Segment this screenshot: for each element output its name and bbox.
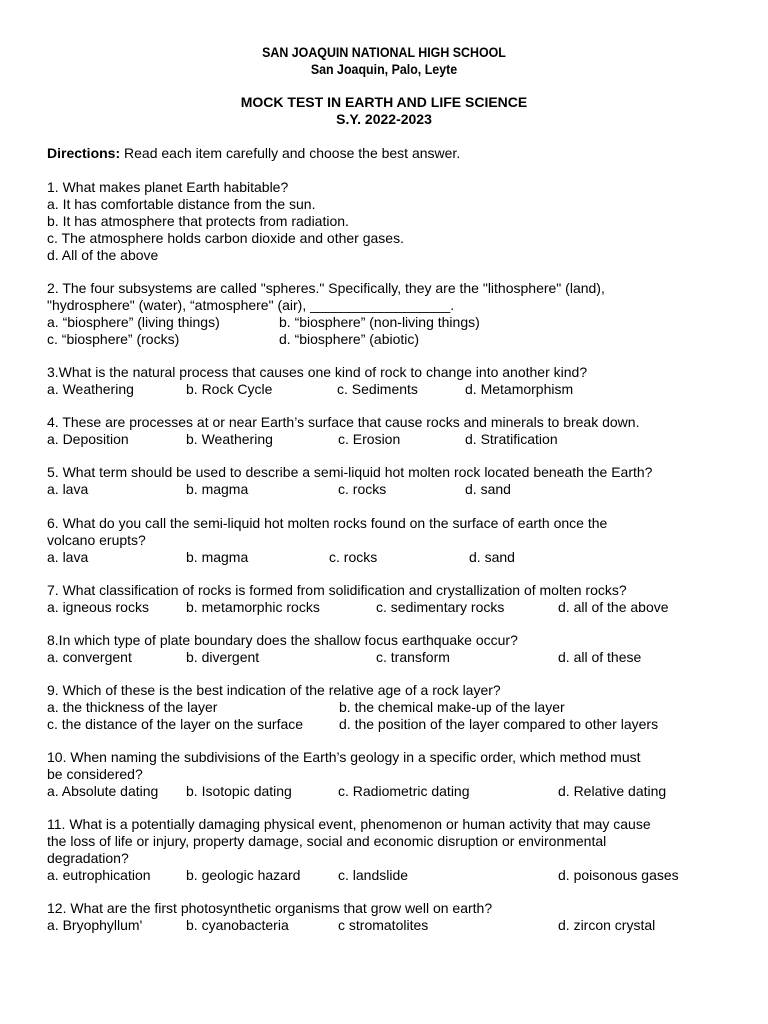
question-stem: 6. What do you call the semi-liquid hot molten rocks found on the surface of earth once the (47, 515, 608, 531)
choice-a: a. convergent (47, 649, 132, 665)
choice-a: a. Deposition (47, 431, 129, 447)
question-8 (47, 632, 727, 666)
question-stem: 3.What is the natural process that causes one kind of rock to change into another kind? (47, 364, 588, 380)
choice-a: a. eutrophication (47, 867, 151, 883)
choice-a: a. the thickness of the layer (47, 699, 218, 715)
choice-d: d. “biosphere” (abiotic) (279, 331, 420, 347)
question-stem: 4. These are processes at or near Earth’s surface that cause rocks and minerals to break down. (47, 414, 640, 430)
test-title: MOCK TEST IN EARTH AND LIFE SCIENCE (240, 94, 528, 110)
question-stem-cont: the loss of life or injury, property damage, social and economic disruption or environmental (47, 833, 607, 849)
choice-d: d. sand (465, 481, 511, 497)
question-1 (47, 179, 727, 264)
question-stem: 7. What classification of rocks is formed from solidification and crystallization of molten rocks? (47, 582, 627, 598)
school-year: S.Y. 2022-2023 (336, 111, 432, 127)
question-stem: 9. Which of these is the best indication of the relative age of a rock layer? (47, 682, 501, 698)
question-stem-cont: be considered? (47, 766, 143, 782)
choice-c: c. rocks (338, 481, 387, 497)
choice-d: d. All of the above (47, 247, 159, 263)
choice-row (47, 783, 727, 800)
choice-b: b. “biosphere” (non-living things) (279, 314, 480, 330)
question-stem: 5. What term should be used to describe a semi-liquid hot molten rock located beneath the Earth? (47, 464, 653, 480)
choice-row (47, 431, 727, 448)
choice-c: c. sedimentary rocks (376, 599, 505, 615)
choice-b: b. Rock Cycle (186, 381, 273, 397)
choice-a: a. Weathering (47, 381, 134, 397)
choice-b: b. It has atmosphere that protects from radiation. (47, 213, 349, 229)
choice-c: c. Sediments (337, 381, 418, 397)
question-10 (47, 749, 727, 800)
choice-row (47, 549, 727, 566)
question-stem: 11. What is a potentially damaging physical event, phenomenon or human activity that may cause (47, 816, 651, 832)
question-stem: 12. What are the first photosynthetic organisms that grow well on earth? (47, 900, 493, 916)
choice-row (47, 699, 727, 716)
question-7 (47, 582, 727, 616)
choice-c: c. The atmosphere holds carbon dioxide and other gases. (47, 230, 404, 246)
choice-d: d. all of the above (558, 599, 669, 615)
choice-c: c. landslide (338, 867, 409, 883)
choice-row (47, 917, 727, 934)
choice-a: a. igneous rocks (47, 599, 149, 615)
choice-b: b. Weathering (186, 431, 273, 447)
choice-b: b. metamorphic rocks (186, 599, 320, 615)
choice-c: c. “biosphere” (rocks) (47, 331, 180, 347)
choice-row (47, 716, 727, 733)
choice-b: b. magma (186, 549, 249, 565)
choice-c: c. the distance of the layer on the surface (47, 716, 304, 732)
choice-row (47, 599, 727, 616)
choice-d: d. zircon crystal (558, 917, 656, 933)
question-stem: 1. What makes planet Earth habitable? (47, 179, 289, 195)
directions (47, 145, 460, 162)
choice-a: a. Bryophyllum' (47, 917, 143, 933)
question-9 (47, 682, 727, 733)
choice-d: d. all of these (558, 649, 642, 665)
question-stem-cont: "hydrosphere" (water), “atmosphere" (air), __________________. (47, 297, 455, 313)
question-5 (47, 464, 727, 498)
choice-row (47, 381, 727, 398)
choice-c: c. Radiometric dating (338, 783, 470, 799)
choice-d: d. poisonous gases (558, 867, 679, 883)
choice-a: a. lava (47, 481, 89, 497)
question-stem: 8.In which type of plate boundary does the shallow focus earthquake occur? (47, 632, 518, 648)
choice-d: d. Stratification (465, 431, 558, 447)
choice-c: c. rocks (329, 549, 378, 565)
directions-label: Directions: (47, 145, 121, 161)
choice-d: d. the position of the layer compared to other layers (339, 716, 659, 732)
choice-c: c. Erosion (338, 431, 401, 447)
choice-a: a. “biosphere” (living things) (47, 314, 220, 330)
school-name: SAN JOAQUIN NATIONAL HIGH SCHOOL (262, 45, 506, 60)
choice-row (47, 867, 727, 884)
choice-c: c stromatolites (338, 917, 429, 933)
question-4 (47, 414, 727, 448)
question-stem: 10. When naming the subdivisions of the Earth’s geology in a specific order, which method must (47, 749, 641, 765)
directions-text: Read each item carefully and choose the best answer. (120, 145, 461, 161)
choice-a: a. It has comfortable distance from the sun. (47, 196, 316, 212)
question-stem-cont: degradation? (47, 850, 129, 866)
choice-b: b. Isotopic dating (186, 783, 292, 799)
question-stem-cont: volcano erupts? (47, 532, 146, 548)
choice-row (47, 314, 727, 331)
choice-a: a. lava (47, 549, 89, 565)
choice-row (47, 481, 727, 498)
question-3 (47, 364, 727, 398)
question-stem: 2. The four subsystems are called "spheres." Specifically, they are the "lithosphere" (land), (47, 280, 605, 296)
question-11 (47, 816, 727, 884)
choice-row (47, 649, 727, 666)
choice-b: b. divergent (186, 649, 260, 665)
choice-b: b. magma (186, 481, 249, 497)
question-2 (47, 280, 727, 348)
choice-d: d. Metamorphism (465, 381, 574, 397)
choice-a: a. Absolute dating (47, 783, 159, 799)
question-12 (47, 900, 727, 934)
choice-b: b. the chemical make-up of the layer (339, 699, 565, 715)
choice-d: d. sand (469, 549, 515, 565)
choice-c: c. transform (376, 649, 450, 665)
question-6 (47, 515, 727, 566)
choice-b: b. cyanobacteria (186, 917, 289, 933)
school-location: San Joaquin, Palo, Leyte (310, 62, 458, 77)
choice-d: d. Relative dating (558, 783, 667, 799)
choice-row (47, 331, 727, 348)
choice-b: b. geologic hazard (186, 867, 301, 883)
